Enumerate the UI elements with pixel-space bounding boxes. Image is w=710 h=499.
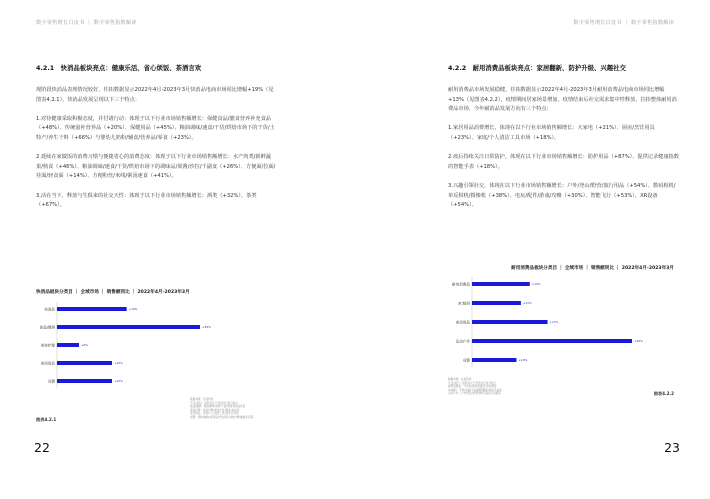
note-line: 3C数码：手机/电脑/平板/摄影摄像/智能设备等	[448, 388, 502, 392]
note-line: 运动户外：户外/登山/野营/旅行用品/运动服等	[448, 392, 501, 396]
data-label: +15%	[114, 379, 123, 384]
chart-title: 快消品板块分类目 ｜ 全域市场 ｜ 销售额同比 ｜ 2022年4月-2023年3月	[36, 290, 190, 295]
bar	[57, 379, 112, 383]
note-line: 美容护理：美容护理/美发护发/假发/彩妆等	[190, 408, 240, 412]
note-line: 家居用品：家庭/个人清洁工具/居家日用等	[190, 412, 239, 416]
paragraph: 2.疫后持续关注日常防护，体现在以下行业市场销售额增长：防护用品（+87%）、提供记录健康指数的智能手表（+18%）。	[448, 154, 679, 170]
note-line: 食品/烟酒：粮油调味/速食/干货/烘焙等食品类目	[190, 405, 246, 409]
bar-chart-svg	[448, 275, 680, 373]
bar	[57, 343, 79, 347]
paragraph: 1.对待健康采取积极态度，并付诸行动：体现于以下行业市场销售额增长：保健食品/膳食营养补充食品（+48%）、传统滋补营养品（+20%）、保健用品（+45%）、粮油调味/速食/干货/烘焙市场下的干货/土特产/养生干料（+66%）与婴幼儿奶粉/辅食/营养品/零食（+23%）。	[36, 115, 275, 141]
bar	[472, 282, 530, 286]
data-label: +13%	[531, 282, 541, 287]
bar	[57, 325, 200, 329]
bar-chart	[448, 275, 680, 377]
data-label: +15%	[114, 361, 123, 366]
data-label: +36%	[634, 339, 643, 344]
bar	[472, 358, 516, 362]
category-label: 3C数码	[458, 301, 470, 306]
data-label: +39%	[202, 325, 211, 330]
figure-label: 图表4.2.1	[36, 417, 57, 422]
running-head: 数字零售增长白皮书 ｜ 数字零售指数解读	[573, 20, 674, 26]
category-label: 家居用品	[40, 361, 55, 366]
right-page	[355, 0, 710, 499]
category-label: 母婴	[47, 379, 55, 384]
section-title: 4.2.2 耐用消费品板块亮点：家居翻新、防护升级、兴趣社交	[448, 64, 626, 72]
paragraph: 耐用消费品市场发展稳健，任拓数据显示2022年4月-2023年3月耐用消费品电商市场同比增幅+13%（见图表4.2.2），疫情期间居家场景增加，疫情结束后社交需求集中性释放，拉抬整体耐用消费品市场，今年耐消品发展方向有三个特点：	[448, 87, 677, 113]
bar	[57, 307, 127, 311]
data-label: +6%	[81, 343, 89, 348]
bar-chart-svg	[36, 300, 286, 392]
body-text	[448, 86, 680, 220]
chart-title: 耐用消费品板块分类目 ｜ 全域市场 ｜ 销售额同比 ｜ 2022年4月-2023年3月	[511, 266, 674, 271]
page-number: 23	[664, 440, 680, 455]
data-label: +19%	[128, 307, 138, 312]
page-number: 22	[34, 440, 50, 455]
section-title: 4.2.1 快消品板块亮点：健康乐活、省心烦饭、茶酒言欢	[36, 64, 202, 72]
bar	[472, 301, 521, 305]
paragraph: 1.家居用品消费增长，体现在以下行业市场销售额增长：大家电（+21%）、厨房/烹饪用具（+23%）、家庭/个人清洁工具市场（+18%）。	[448, 125, 655, 141]
paragraph: 3.活在当下，释放与生俱来的社交天性：体现于以下行业市场销售额增长：酒类（+32%）、茶类（+67%）。	[36, 192, 257, 209]
note-line: 数据来源：任拓科技	[190, 398, 214, 401]
category-label: 快消品	[44, 307, 55, 312]
category-label: 运动户外	[455, 339, 470, 344]
bar-chart	[36, 300, 286, 396]
body-text	[36, 86, 276, 220]
paragraph: 3.兴趣引领社交，体现在以下行业市场销售额增长：户外/登山/野营/旅行用品（+54%）、数码相机/单反相机/摄像机（+38%）、电玩/配件/游戏/攻略（+30%）、智能飞行（+53%）、XR设备（+54%）。	[448, 182, 676, 209]
data-label: +17%	[549, 320, 559, 325]
figure-label: 图表4.2.2	[653, 391, 674, 396]
category-label: 耐用消费品	[452, 282, 470, 287]
note-line: 数据来源：任拓科技	[448, 378, 472, 381]
note-line: 母婴：奶粉/辅食/营养品/零食/尿片/洗护/喂哺/推车床等	[190, 415, 254, 419]
note-line: *行业类目：按照对应子类目进行划分统计	[190, 401, 238, 405]
category-label: 美容护理	[40, 343, 55, 348]
paragraph: 现阶段快消品表现情况较好，任拓数据显示2022年4月-2023年3月快消品电商市场同比增幅+19%（见图表4.2.1），快消品发展呈现以下三个特点：	[36, 87, 274, 103]
data-label: +11%	[522, 301, 532, 306]
bar	[472, 320, 548, 324]
note-line: *行业类目：按照对应子类目进行划分统计	[448, 381, 496, 385]
category-label: 母婴	[462, 358, 470, 363]
paragraph: 2.延续在家做饭的消费习惯与便捷省心的消费态度：体现于以下行业市场销售额增长：水产肉类/新鲜蔬果/熟食（+46%）、粮油调味/速食/干货/烘焙市场下的调味品/果酱/沙拉/千副食（+26%）、方便面/拉面/挂面/轻食面（+14%）、方便粉丝/米线/粥汤速食（+41%）。	[36, 154, 276, 180]
chart-notes	[448, 378, 598, 396]
bar	[57, 361, 112, 365]
category-label: 食品/烟酒	[39, 325, 55, 330]
data-label: +10%	[518, 358, 528, 363]
running-head: 数字零售增长白皮书 ｜ 数字零售指数解读	[36, 20, 137, 26]
chart-notes	[190, 398, 290, 420]
category-label: 家居用品	[455, 320, 470, 325]
note-line: 耐用消费品：大家电/厨房电器/生活电器等	[448, 385, 497, 389]
bar	[472, 339, 632, 343]
